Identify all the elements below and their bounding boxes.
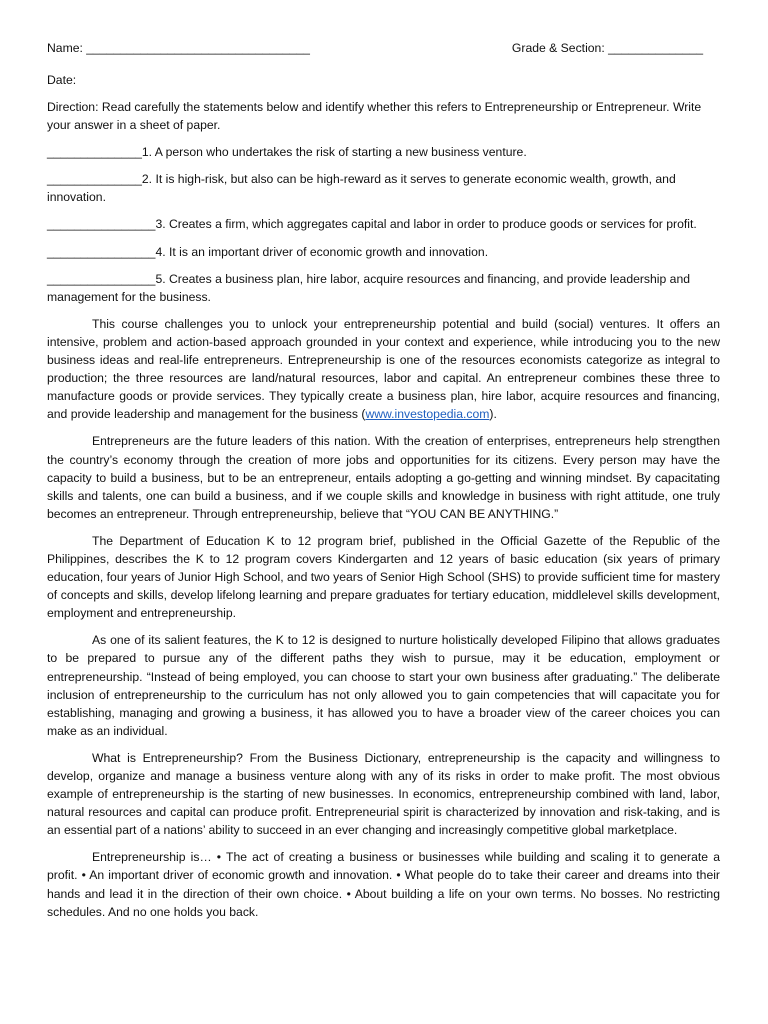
question-item-1: [47, 143, 720, 161]
paragraph-course-intro: [47, 315, 720, 424]
paragraph-k12-brief: The Department of Education K to 12 program brief, published in the Official Gazette of the Republic of the Philippines, describes the K to 12 program covers Kindergarten and 12 years of basic education (six years of primary education, four years of Junior High School, and two years of Senior High School (SHS) to provide sufficient time for mastery of concepts and skills, develop lifelong learning and prepare graduates for tertiary education, middlelevel skills development, employment and entrepreneurship.: [47, 533, 720, 621]
question-item-4: [47, 243, 720, 261]
answer-blank: ______________: [47, 172, 142, 187]
question-item-2: [47, 170, 720, 206]
direction-text: Direction: Read carefully the statements below and identify whether this refers to Entrepreneurship or Entrepreneur. Write your answer in a sheet of paper.: [47, 100, 702, 133]
paragraph-future-leaders: Entrepreneurs are the future leaders of this nation. With the creation of enterprises, entrepreneurs help strengthen the country’s economy through the creation of more jobs and opportunities for its citizens. Every person may have the capacity to build a business, but to be an entrepreneur, entails adopting a go-getting and winning mindset. By capacitating skills and talents, one can build a business, and if we couple skills and knowledge in business with right attitude, one truly becomes an entrepreneur. Through entrepreneurship, believe that “YOU CAN BE ANYTHING.”: [47, 434, 720, 521]
header-row: [47, 39, 720, 58]
question-item-3: [47, 215, 720, 233]
date-field-label: Date:: [47, 73, 77, 87]
answer-blank: ________________: [47, 271, 156, 286]
investopedia-link[interactable]: www.investopedia.com: [365, 407, 490, 422]
name-field-label: Name: _________________________________: [47, 41, 310, 55]
question-text: 2. It is high-risk, but also can be high-reward as it serves to generate economic wealth, growth, and innovation.: [47, 172, 676, 205]
grade-section-field-label: Grade & Section: ______________: [511, 41, 703, 55]
answer-blank: ______________: [47, 145, 142, 160]
question-item-5: [47, 270, 720, 306]
paragraph-what-is-entrepreneurship: What is Entrepreneurship? From the Business Dictionary, entrepreneurship is the capacity and willingness to develop, organize and manage a business venture along with any of its risks in order to make profit. The most obvious example of entrepreneurship is the starting of new businesses. In economics, entrepreneurship combined with land, labor, natural resources and capital can produce profit. Entrepreneurial spirit is characterized by innovation and risk-taking, and is an essential part of a nations’ ability to succeed in an ever changing and increasingly competitive global marketplace.: [47, 750, 720, 838]
question-text: 3. Creates a firm, which aggregates capital and labor in order to produce goods or services for profit.: [155, 217, 697, 232]
paragraph-salient-features: As one of its salient features, the K to 12 is designed to nurture holistically developed Filipino that allows graduates to be prepared to pursue any of the different paths they wish to pursue, may it be education, employment or entrepreneurship. “Instead of being employed, you can choose to start your own business after graduating.” The deliberate inclusion of entrepreneurship to the curriculum has not only allowed you to gain competencies that will capacitate you for establishing, managing and growing a business, it has allowed you to have a broader view of the career choices you can make as an individual.: [47, 633, 720, 738]
paragraph-entrepreneurship-is: Entrepreneurship is… • The act of creating a business or businesses while building and scaling it to generate a profit. • An important driver of economic growth and innovation. • What people do to take their career and dreams into their hands and lead it in the direction of their own choice. • About building a life on your own terms. No bosses. No restricting schedules. And no one holds you back.: [47, 850, 720, 919]
question-text: 1. A person who undertakes the risk of starting a new business venture.: [141, 145, 527, 160]
question-text: 4. It is an important driver of economic growth and innovation.: [155, 244, 489, 259]
paragraph-text: This course challenges you to unlock your entrepreneurship potential and build (social) ventures. It offers an intensive, problem and action-based approach grounded in your context and experience, while introducing you to the new business ideas and real-life entrepreneurs. Entrepreneurship is one of the resources economists categorize as integral to production; the three resources are land/natural resources, labor and capital. An entrepreneur combines these three to manufacture goods or provide services. They typically create a business plan, hire labor, acquire resources and financing, and provide leadership and management for the business (: [47, 316, 720, 422]
answer-blank: ________________: [47, 217, 156, 232]
paragraph-text: ).: [489, 407, 497, 422]
question-text: 5. Creates a business plan, hire labor, acquire resources and financing, and provide leadership and management for the business.: [47, 271, 691, 304]
answer-blank: ________________: [47, 244, 156, 259]
